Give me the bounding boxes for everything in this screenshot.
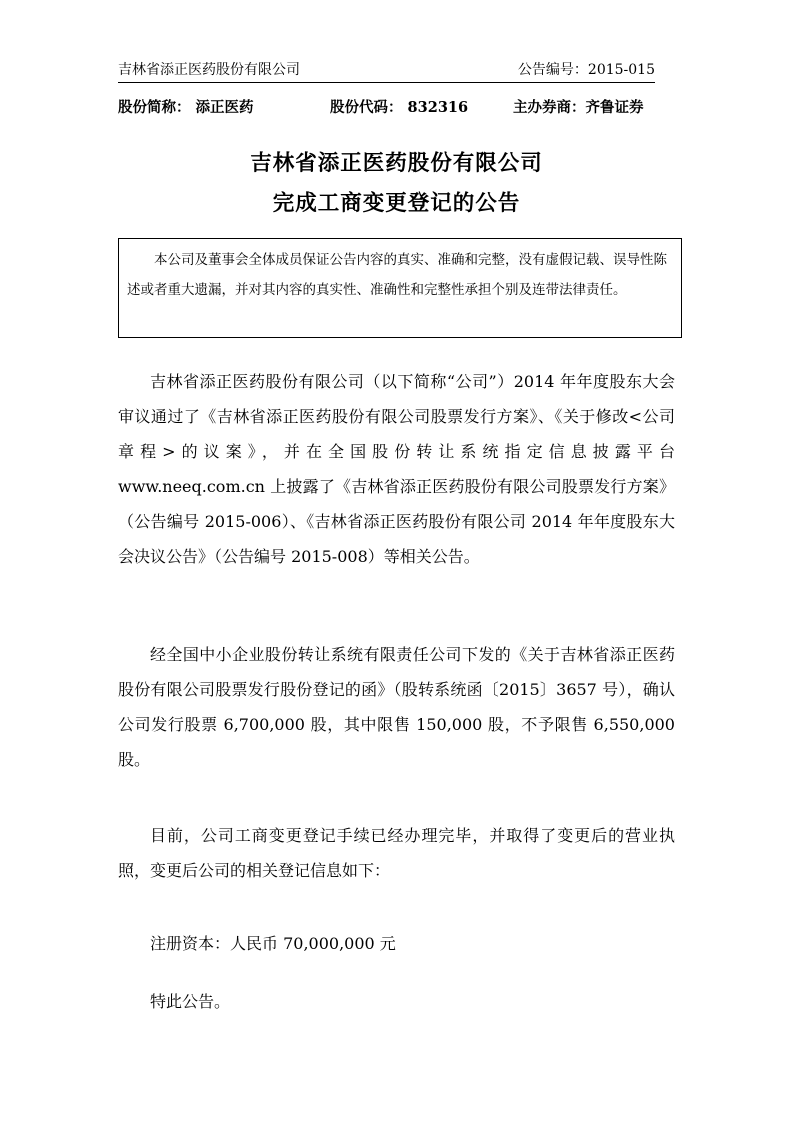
board-guarantee-notice-text: 本公司及董事会全体成员保证公告内容的真实、准确和完整，没有虚假记载、误导性陈述或者重大遗漏，并对其内容的真实性、准确性和完整性承担个别及连带法律责任。: [127, 252, 667, 298]
page-header: [118, 58, 655, 83]
paragraph-text: 吉林省添正医药股份有限公司（以下简称“公司”）2014 年年度股东大会审议通过了《吉林省添正医药股份有限公司股票发行方案》、《关于修改<公司章程>的议案》，并在全国股份转让系统指定信息披露平台 www.neeq.com.cn 上披露了《吉林省添正医药股份有限公司股票发行方案》（公告编号 2015-006）、《吉林省添正医药股份有限公司 2014 年年度股东大会决议公告》（公告编号 2015-008）等相关公告。: [118, 372, 675, 566]
paragraph-text: 目前，公司工商变更登记手续已经办理完毕，并取得了变更后的营业执照，变更后公司的相关登记信息如下：: [118, 826, 675, 880]
header-announcement-number: 公告编号：2015-015: [517, 62, 655, 78]
document-title-line-1: 吉林省添正医药股份有限公司: [250, 151, 543, 176]
paragraph-text: 注册资本：人民币 70,000,000 元: [150, 934, 396, 953]
paragraph-share-registration: [118, 637, 675, 777]
paragraph-text: 特此公告。: [150, 992, 231, 1011]
paragraph-registration-complete: [118, 818, 675, 888]
stock-code: 股份代码： 832316: [330, 99, 469, 116]
paragraph-text: 经全国中小企业股份转让系统有限责任公司下发的《关于吉林省添正医药股份有限公司股票发行股份登记的函》（股转系统函〔2015〕3657 号），确认公司发行股票 6,700,000 股，其中限售 150,000 股，不予限售 6,550,000 股。: [118, 645, 675, 769]
stock-info-line: [118, 96, 675, 118]
header-company-name: 吉林省添正医药股份有限公司: [118, 62, 300, 78]
lead-broker: 主办券商：齐鲁证券: [513, 99, 644, 116]
stock-short-name: 股份简称： 添正医药: [118, 99, 254, 116]
paragraph-closing: [118, 984, 675, 1019]
paragraph-shareholder-meeting: [118, 364, 675, 574]
paragraph-registered-capital: [118, 926, 675, 961]
board-guarantee-notice-box: [118, 238, 682, 338]
document-title-line-2: 完成工商变更登记的公告: [272, 191, 521, 216]
